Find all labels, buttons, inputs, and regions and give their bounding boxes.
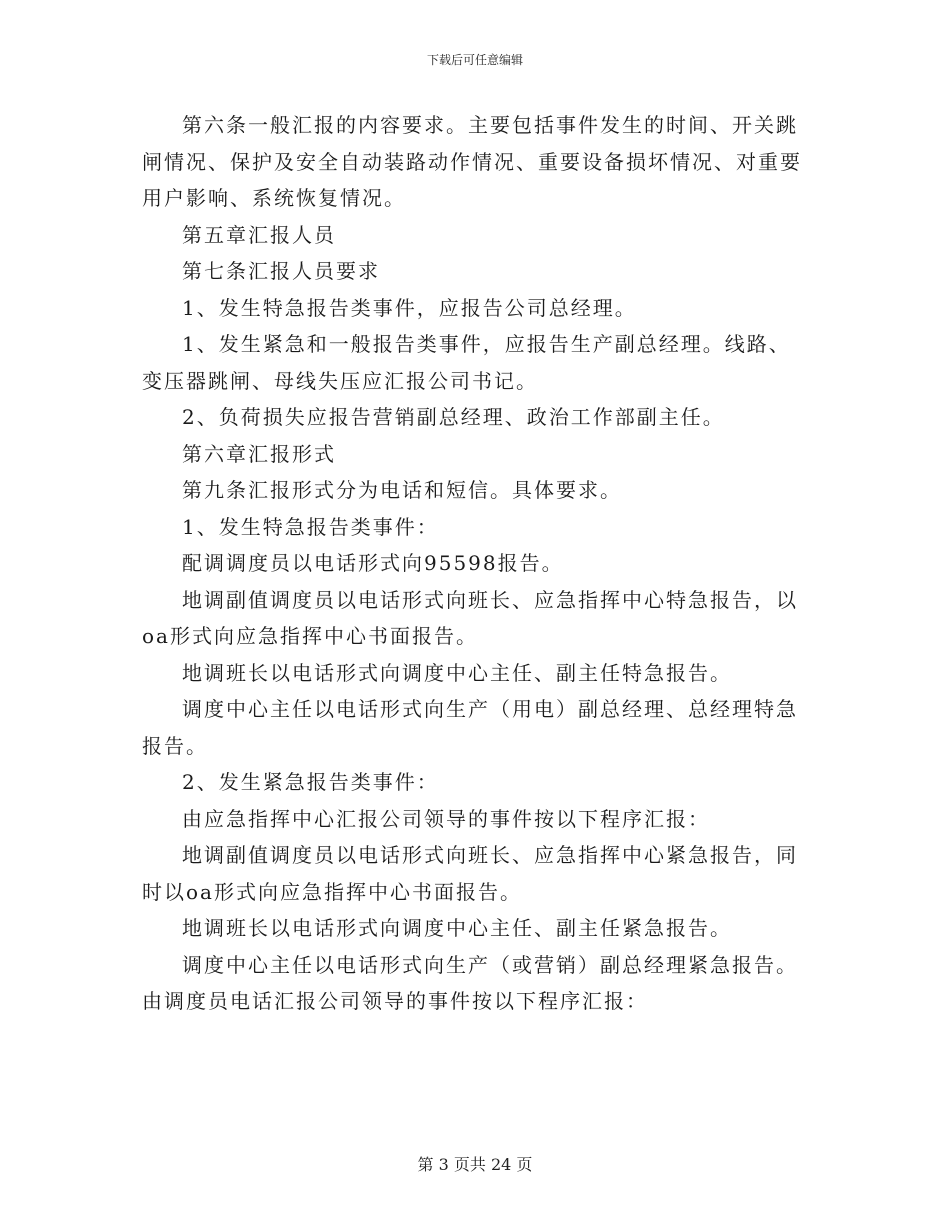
page-footer: 第 3 页共 24 页 bbox=[417, 1155, 533, 1174]
article-heading: 第九条汇报形式分为电话和短信。具体要求。 bbox=[182, 478, 622, 502]
chapter-heading: 第六章汇报形式 bbox=[182, 441, 336, 466]
chapter-heading: 第五章汇报人员 bbox=[182, 222, 336, 247]
document-body bbox=[142, 107, 802, 1020]
article-heading: 第七条汇报人员要求 bbox=[182, 259, 380, 283]
paragraph: 1、发生特急报告类事件，应报告公司总经理。 bbox=[182, 295, 637, 320]
paragraph: 1、发生特急报告类事件： bbox=[182, 514, 439, 539]
paragraph: 2、发生紧急报告类事件： bbox=[182, 770, 439, 794]
paragraph: 由调度员电话汇报公司领导的事件按以下程序汇报： bbox=[142, 989, 648, 1013]
paragraph: 1、发生紧急和一般报告类事件，应报告生产副总经理。线路、变压器跳闸、母线失压应汇报公司书记。 bbox=[142, 332, 791, 393]
paragraph: 第六条一般汇报的内容要求。主要包括事件发生的时间、开关跳闸情况、保护及安全自动装路动作情况、重要设备损坏情况、对重要用户影响、系统恢复情况。 bbox=[142, 113, 802, 210]
paragraph: 2、负荷损失应报告营销副总经理、政治工作部副主任。 bbox=[182, 405, 725, 429]
paragraph: 配调调度员以电话形式向95598报告。 bbox=[182, 551, 564, 575]
paragraph: 地调班长以电话形式向调度中心主任、副主任紧急报告。 bbox=[182, 916, 732, 940]
page-header: 下载后可任意编辑 bbox=[426, 53, 523, 67]
paragraph: 由应急指挥中心汇报公司领导的事件按以下程序汇报： bbox=[182, 806, 710, 831]
paragraph: 地调副值调度员以电话形式向班长、应急指挥中心特急报告，以oa形式向应急指挥中心书面报告。 bbox=[142, 587, 798, 648]
paragraph: 地调副值调度员以电话形式向班长、应急指挥中心紧急报告，同时以oa形式向应急指挥中心书面报告。 bbox=[142, 843, 798, 904]
paragraph: 地调班长以电话形式向调度中心主任、副主任特急报告。 bbox=[182, 660, 732, 685]
paragraph: 调度中心主任以电话形式向生产（或营销）副总经理紧急报告。 bbox=[182, 952, 798, 977]
paragraph: 调度中心主任以电话形式向生产（用电）副总经理、总经理特急报告。 bbox=[142, 697, 798, 758]
